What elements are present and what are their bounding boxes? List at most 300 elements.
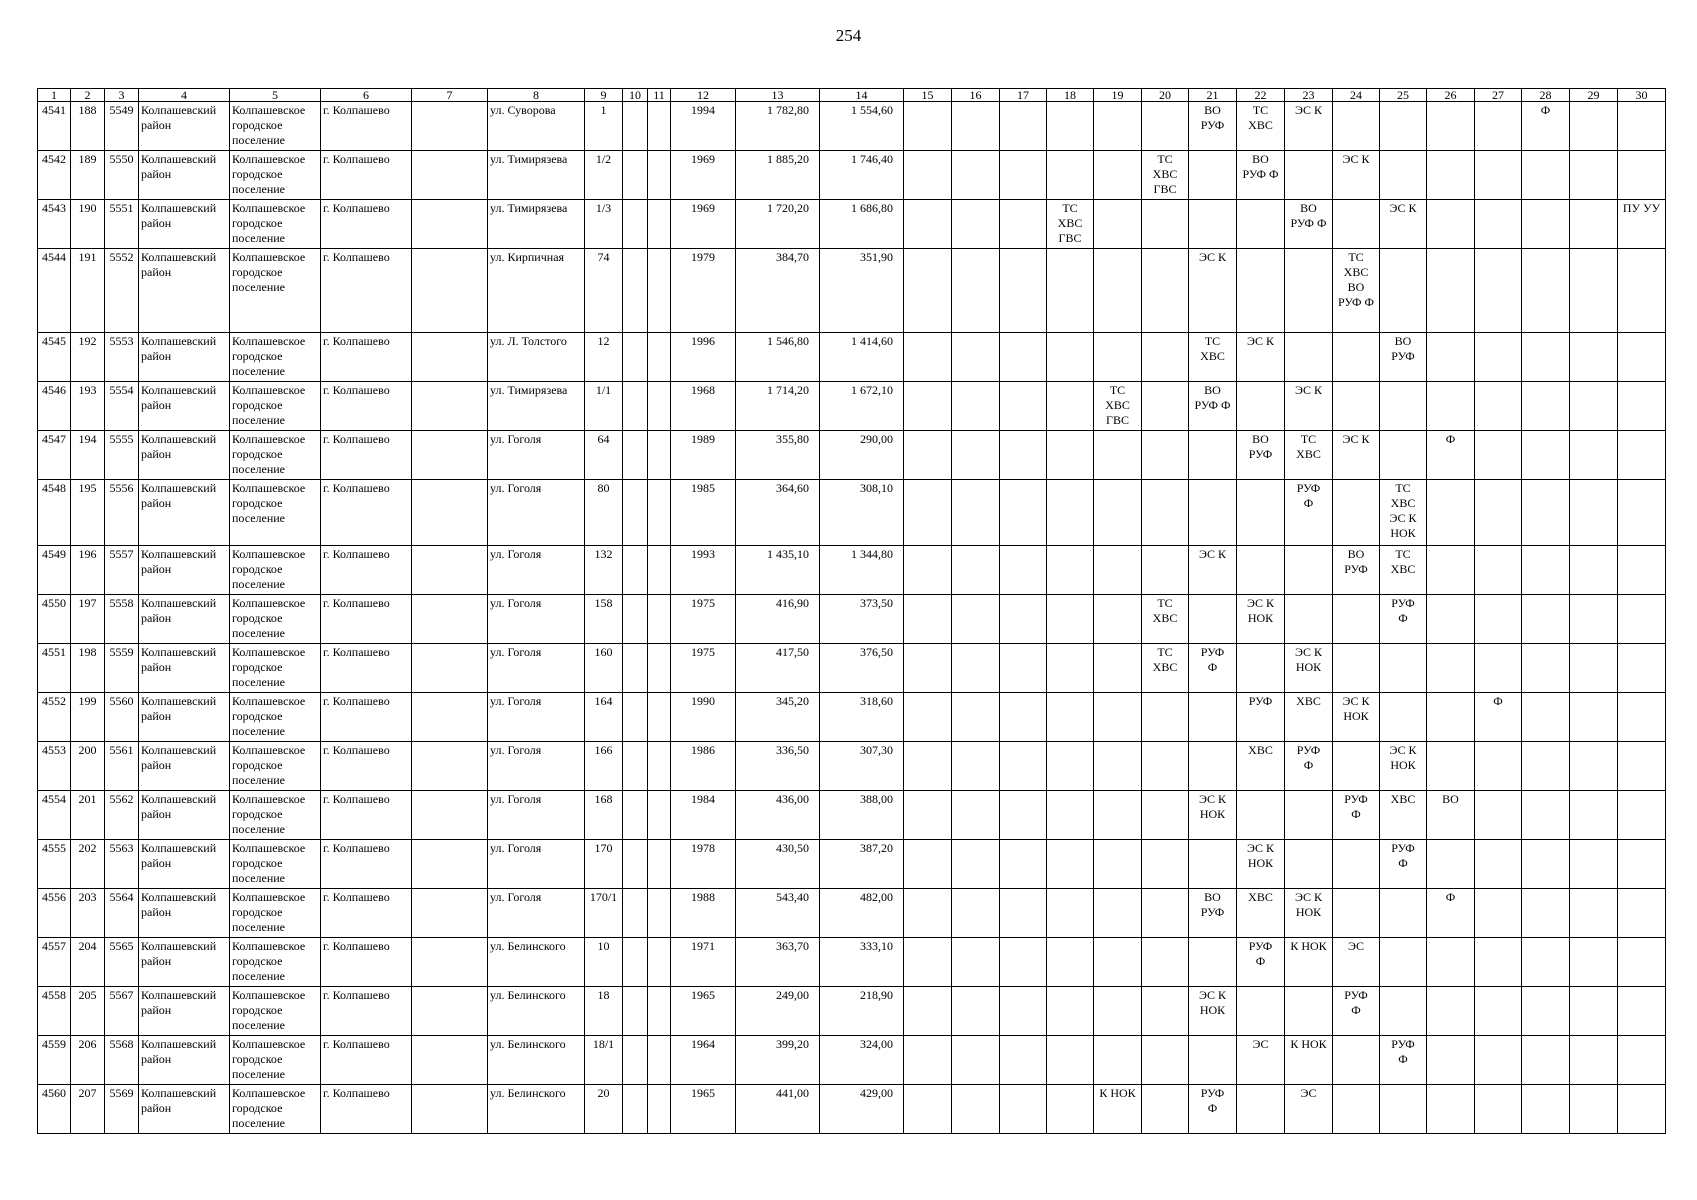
cell-col-21	[1189, 938, 1237, 987]
cell-col-9: 158	[585, 595, 623, 644]
cell-col-17	[1000, 742, 1047, 791]
cell-col-2: 188	[71, 102, 105, 151]
cell-col-20	[1142, 1036, 1189, 1085]
cell-col-28	[1522, 1085, 1570, 1134]
cell-col-9: 1/3	[585, 200, 623, 249]
cell-col-17	[1000, 249, 1047, 333]
cell-col-10	[623, 382, 648, 431]
cell-col-21: ВО РУФ	[1189, 102, 1237, 151]
cell-col-5: Колпашевское городское поселение	[230, 200, 321, 249]
cell-col-21	[1189, 1036, 1237, 1085]
cell-col-20: ТС ХВС	[1142, 595, 1189, 644]
cell-col-2: 203	[71, 889, 105, 938]
cell-col-26: ВО	[1427, 791, 1475, 840]
cell-col-24	[1333, 102, 1380, 151]
cell-col-11	[648, 1085, 671, 1134]
cell-col-17	[1000, 480, 1047, 546]
cell-col-20	[1142, 431, 1189, 480]
cell-col-27	[1475, 840, 1522, 889]
cell-col-9: 170/1	[585, 889, 623, 938]
cell-col-10	[623, 791, 648, 840]
cell-col-6: г. Колпашево	[321, 249, 412, 333]
cell-col-7	[412, 333, 488, 382]
cell-col-14: 333,10	[820, 938, 904, 987]
cell-col-30	[1618, 382, 1666, 431]
cell-col-21: ЭС К	[1189, 249, 1237, 333]
cell-col-12: 1985	[671, 480, 736, 546]
cell-col-14: 1 414,60	[820, 333, 904, 382]
cell-col-14: 318,60	[820, 693, 904, 742]
cell-col-21: РУФ Ф	[1189, 644, 1237, 693]
cell-col-6: г. Колпашево	[321, 200, 412, 249]
cell-col-14: 307,30	[820, 742, 904, 791]
cell-col-22: ЭС К	[1237, 333, 1285, 382]
cell-col-29	[1570, 840, 1618, 889]
table-row	[38, 840, 1666, 889]
cell-col-26	[1427, 987, 1475, 1036]
cell-col-17	[1000, 644, 1047, 693]
cell-col-5: Колпашевское городское поселение	[230, 431, 321, 480]
cell-col-25: ВО РУФ	[1380, 333, 1427, 382]
column-header-20: 20	[1142, 89, 1189, 102]
cell-col-30	[1618, 987, 1666, 1036]
cell-col-17	[1000, 102, 1047, 151]
cell-col-30	[1618, 151, 1666, 200]
cell-col-16	[952, 200, 1000, 249]
cell-col-13: 336,50	[736, 742, 820, 791]
cell-col-20	[1142, 791, 1189, 840]
cell-col-1: 4548	[38, 480, 71, 546]
cell-col-10	[623, 480, 648, 546]
cell-col-23	[1285, 333, 1333, 382]
cell-col-28	[1522, 546, 1570, 595]
cell-col-12: 1968	[671, 382, 736, 431]
cell-col-16	[952, 102, 1000, 151]
cell-col-3: 5554	[105, 382, 139, 431]
cell-col-4: Колпашевский район	[139, 431, 230, 480]
cell-col-30	[1618, 938, 1666, 987]
cell-col-25: ТС ХВС ЭС К НОК	[1380, 480, 1427, 546]
cell-col-23: ЭС К	[1285, 102, 1333, 151]
cell-col-12: 1984	[671, 791, 736, 840]
cell-col-7	[412, 102, 488, 151]
cell-col-13: 1 782,80	[736, 102, 820, 151]
cell-col-30: ПУ УУ	[1618, 200, 1666, 249]
cell-col-22	[1237, 200, 1285, 249]
cell-col-29	[1570, 644, 1618, 693]
cell-col-7	[412, 595, 488, 644]
cell-col-16	[952, 742, 1000, 791]
cell-col-25	[1380, 693, 1427, 742]
cell-col-10	[623, 333, 648, 382]
cell-col-3: 5564	[105, 889, 139, 938]
cell-col-22: ЭС	[1237, 1036, 1285, 1085]
cell-col-13: 1 714,20	[736, 382, 820, 431]
cell-col-2: 194	[71, 431, 105, 480]
column-header-27: 27	[1475, 89, 1522, 102]
cell-col-24	[1333, 1036, 1380, 1085]
cell-col-3: 5552	[105, 249, 139, 333]
cell-col-15	[904, 693, 952, 742]
cell-col-19	[1094, 938, 1142, 987]
cell-col-27	[1475, 333, 1522, 382]
cell-col-1: 4560	[38, 1085, 71, 1134]
cell-col-19	[1094, 644, 1142, 693]
column-header-30: 30	[1618, 89, 1666, 102]
cell-col-26	[1427, 102, 1475, 151]
cell-col-18	[1047, 1036, 1094, 1085]
cell-col-5: Колпашевское городское поселение	[230, 889, 321, 938]
cell-col-11	[648, 595, 671, 644]
cell-col-2: 190	[71, 200, 105, 249]
cell-col-11	[648, 333, 671, 382]
cell-col-18	[1047, 249, 1094, 333]
cell-col-2: 199	[71, 693, 105, 742]
cell-col-20	[1142, 480, 1189, 546]
table-row	[38, 546, 1666, 595]
cell-col-22	[1237, 249, 1285, 333]
cell-col-20	[1142, 102, 1189, 151]
cell-col-12: 1969	[671, 200, 736, 249]
cell-col-17	[1000, 791, 1047, 840]
cell-col-15	[904, 333, 952, 382]
cell-col-5: Колпашевское городское поселение	[230, 382, 321, 431]
cell-col-3: 5559	[105, 644, 139, 693]
cell-col-14: 1 686,80	[820, 200, 904, 249]
cell-col-4: Колпашевский район	[139, 742, 230, 791]
cell-col-28	[1522, 151, 1570, 200]
cell-col-17	[1000, 693, 1047, 742]
cell-col-24: ЭС К НОК	[1333, 693, 1380, 742]
cell-col-28	[1522, 791, 1570, 840]
column-number-row	[38, 89, 1666, 102]
column-header-22: 22	[1237, 89, 1285, 102]
cell-col-18	[1047, 987, 1094, 1036]
cell-col-24	[1333, 382, 1380, 431]
cell-col-28	[1522, 480, 1570, 546]
cell-col-8: ул. Гоголя	[488, 480, 585, 546]
cell-col-5: Колпашевское городское поселение	[230, 333, 321, 382]
cell-col-28	[1522, 200, 1570, 249]
cell-col-16	[952, 1085, 1000, 1134]
cell-col-7	[412, 431, 488, 480]
cell-col-25: ЭС К	[1380, 200, 1427, 249]
cell-col-23: РУФ Ф	[1285, 742, 1333, 791]
cell-col-5: Колпашевское городское поселение	[230, 987, 321, 1036]
cell-col-6: г. Колпашево	[321, 595, 412, 644]
cell-col-24: ЭС К	[1333, 151, 1380, 200]
cell-col-12: 1964	[671, 1036, 736, 1085]
cell-col-28	[1522, 987, 1570, 1036]
cell-col-26	[1427, 938, 1475, 987]
cell-col-9: 132	[585, 546, 623, 595]
cell-col-28	[1522, 382, 1570, 431]
cell-col-6: г. Колпашево	[321, 938, 412, 987]
cell-col-8: ул. Тимирязева	[488, 382, 585, 431]
cell-col-19: К НОК	[1094, 1085, 1142, 1134]
cell-col-13: 416,90	[736, 595, 820, 644]
cell-col-24	[1333, 200, 1380, 249]
cell-col-11	[648, 431, 671, 480]
cell-col-11	[648, 742, 671, 791]
cell-col-20	[1142, 938, 1189, 987]
cell-col-5: Колпашевское городское поселение	[230, 1085, 321, 1134]
cell-col-27	[1475, 791, 1522, 840]
cell-col-6: г. Колпашево	[321, 889, 412, 938]
cell-col-25	[1380, 151, 1427, 200]
table-row	[38, 382, 1666, 431]
cell-col-25: РУФ Ф	[1380, 595, 1427, 644]
cell-col-3: 5567	[105, 987, 139, 1036]
cell-col-25	[1380, 249, 1427, 333]
cell-col-4: Колпашевский район	[139, 889, 230, 938]
cell-col-4: Колпашевский район	[139, 938, 230, 987]
cell-col-7	[412, 200, 488, 249]
cell-col-18	[1047, 546, 1094, 595]
cell-col-1: 4543	[38, 200, 71, 249]
cell-col-29	[1570, 791, 1618, 840]
cell-col-24	[1333, 1085, 1380, 1134]
cell-col-22: ВО РУФ	[1237, 431, 1285, 480]
cell-col-24	[1333, 742, 1380, 791]
table-row	[38, 742, 1666, 791]
cell-col-23	[1285, 840, 1333, 889]
cell-col-26	[1427, 1036, 1475, 1085]
cell-col-10	[623, 546, 648, 595]
cell-col-8: ул. Тимирязева	[488, 151, 585, 200]
cell-col-29	[1570, 693, 1618, 742]
cell-col-9: 1/2	[585, 151, 623, 200]
cell-col-5: Колпашевское городское поселение	[230, 595, 321, 644]
cell-col-19	[1094, 987, 1142, 1036]
cell-col-8: ул. Гоголя	[488, 791, 585, 840]
cell-col-13: 384,70	[736, 249, 820, 333]
cell-col-16	[952, 382, 1000, 431]
cell-col-14: 1 672,10	[820, 382, 904, 431]
cell-col-29	[1570, 987, 1618, 1036]
cell-col-3: 5550	[105, 151, 139, 200]
cell-col-19	[1094, 840, 1142, 889]
cell-col-11	[648, 1036, 671, 1085]
cell-col-8: ул. Кирпичная	[488, 249, 585, 333]
cell-col-7	[412, 1036, 488, 1085]
cell-col-12: 1988	[671, 889, 736, 938]
cell-col-22: ЭС К НОК	[1237, 595, 1285, 644]
cell-col-7	[412, 791, 488, 840]
cell-col-7	[412, 644, 488, 693]
cell-col-19	[1094, 480, 1142, 546]
cell-col-23: ЭС К НОК	[1285, 889, 1333, 938]
cell-col-24	[1333, 480, 1380, 546]
cell-col-4: Колпашевский район	[139, 102, 230, 151]
cell-col-17	[1000, 200, 1047, 249]
cell-col-7	[412, 382, 488, 431]
cell-col-5: Колпашевское городское поселение	[230, 791, 321, 840]
cell-col-13: 1 885,20	[736, 151, 820, 200]
cell-col-25	[1380, 987, 1427, 1036]
cell-col-25	[1380, 644, 1427, 693]
cell-col-21	[1189, 840, 1237, 889]
cell-col-9: 164	[585, 693, 623, 742]
cell-col-10	[623, 644, 648, 693]
cell-col-19	[1094, 200, 1142, 249]
cell-col-16	[952, 840, 1000, 889]
cell-col-17	[1000, 889, 1047, 938]
cell-col-2: 193	[71, 382, 105, 431]
cell-col-29	[1570, 480, 1618, 546]
cell-col-30	[1618, 431, 1666, 480]
cell-col-12: 1993	[671, 546, 736, 595]
cell-col-17	[1000, 595, 1047, 644]
cell-col-9: 166	[585, 742, 623, 791]
cell-col-2: 189	[71, 151, 105, 200]
cell-col-11	[648, 889, 671, 938]
cell-col-23	[1285, 791, 1333, 840]
cell-col-29	[1570, 742, 1618, 791]
cell-col-18	[1047, 889, 1094, 938]
cell-col-30	[1618, 889, 1666, 938]
cell-col-18	[1047, 1085, 1094, 1134]
column-header-26: 26	[1427, 89, 1475, 102]
cell-col-19	[1094, 889, 1142, 938]
cell-col-8: ул. Гоголя	[488, 742, 585, 791]
cell-col-13: 1 435,10	[736, 546, 820, 595]
cell-col-25: ХВС	[1380, 791, 1427, 840]
cell-col-11	[648, 249, 671, 333]
cell-col-27	[1475, 644, 1522, 693]
column-header-14: 14	[820, 89, 904, 102]
cell-col-29	[1570, 151, 1618, 200]
cell-col-9: 64	[585, 431, 623, 480]
cell-col-1: 4555	[38, 840, 71, 889]
cell-col-4: Колпашевский район	[139, 546, 230, 595]
cell-col-3: 5558	[105, 595, 139, 644]
cell-col-12: 1975	[671, 595, 736, 644]
cell-col-30	[1618, 1085, 1666, 1134]
cell-col-7	[412, 889, 488, 938]
cell-col-1: 4554	[38, 791, 71, 840]
cell-col-3: 5556	[105, 480, 139, 546]
cell-col-23: РУФ Ф	[1285, 480, 1333, 546]
cell-col-28	[1522, 693, 1570, 742]
cell-col-15	[904, 742, 952, 791]
table-row	[38, 791, 1666, 840]
column-header-3: 3	[105, 89, 139, 102]
cell-col-10	[623, 1085, 648, 1134]
cell-col-23	[1285, 151, 1333, 200]
column-header-2: 2	[71, 89, 105, 102]
cell-col-8: ул. Гоголя	[488, 840, 585, 889]
cell-col-22	[1237, 987, 1285, 1036]
cell-col-17	[1000, 1036, 1047, 1085]
cell-col-12: 1975	[671, 644, 736, 693]
cell-col-19	[1094, 791, 1142, 840]
cell-col-15	[904, 102, 952, 151]
cell-col-1: 4547	[38, 431, 71, 480]
cell-col-21: ТС ХВС	[1189, 333, 1237, 382]
cell-col-13: 249,00	[736, 987, 820, 1036]
cell-col-18	[1047, 151, 1094, 200]
cell-col-29	[1570, 431, 1618, 480]
cell-col-1: 4546	[38, 382, 71, 431]
cell-col-16	[952, 431, 1000, 480]
cell-col-28	[1522, 431, 1570, 480]
cell-col-6: г. Колпашево	[321, 382, 412, 431]
cell-col-2: 195	[71, 480, 105, 546]
cell-col-14: 1 554,60	[820, 102, 904, 151]
cell-col-30	[1618, 1036, 1666, 1085]
cell-col-2: 206	[71, 1036, 105, 1085]
cell-col-5: Колпашевское городское поселение	[230, 840, 321, 889]
cell-col-29	[1570, 889, 1618, 938]
cell-col-21	[1189, 595, 1237, 644]
cell-col-3: 5563	[105, 840, 139, 889]
cell-col-27	[1475, 382, 1522, 431]
cell-col-23: ТС ХВС	[1285, 431, 1333, 480]
cell-col-29	[1570, 1085, 1618, 1134]
table-row	[38, 644, 1666, 693]
cell-col-30	[1618, 693, 1666, 742]
cell-col-19	[1094, 102, 1142, 151]
cell-col-21: ЭС К НОК	[1189, 987, 1237, 1036]
table-row	[38, 333, 1666, 382]
cell-col-27	[1475, 200, 1522, 249]
cell-col-15	[904, 382, 952, 431]
cell-col-17	[1000, 151, 1047, 200]
cell-col-14: 482,00	[820, 889, 904, 938]
cell-col-25	[1380, 938, 1427, 987]
cell-col-30	[1618, 840, 1666, 889]
column-header-16: 16	[952, 89, 1000, 102]
register-table	[37, 88, 1666, 1134]
cell-col-10	[623, 595, 648, 644]
cell-col-20	[1142, 200, 1189, 249]
column-header-17: 17	[1000, 89, 1047, 102]
cell-col-16	[952, 546, 1000, 595]
cell-col-21	[1189, 431, 1237, 480]
cell-col-18	[1047, 382, 1094, 431]
cell-col-6: г. Колпашево	[321, 546, 412, 595]
cell-col-24: РУФ Ф	[1333, 987, 1380, 1036]
cell-col-23: ЭС	[1285, 1085, 1333, 1134]
cell-col-10	[623, 938, 648, 987]
table-row	[38, 249, 1666, 333]
cell-col-4: Колпашевский район	[139, 151, 230, 200]
cell-col-28	[1522, 840, 1570, 889]
cell-col-16	[952, 595, 1000, 644]
cell-col-12: 1994	[671, 102, 736, 151]
cell-col-21	[1189, 480, 1237, 546]
cell-col-17	[1000, 840, 1047, 889]
cell-col-25: РУФ Ф	[1380, 840, 1427, 889]
cell-col-13: 430,50	[736, 840, 820, 889]
cell-col-22	[1237, 791, 1285, 840]
cell-col-15	[904, 200, 952, 249]
cell-col-1: 4553	[38, 742, 71, 791]
cell-col-2: 205	[71, 987, 105, 1036]
cell-col-26	[1427, 249, 1475, 333]
cell-col-15	[904, 938, 952, 987]
cell-col-9: 80	[585, 480, 623, 546]
cell-col-27	[1475, 987, 1522, 1036]
cell-col-23: ЭС К	[1285, 382, 1333, 431]
cell-col-24: ВО РУФ	[1333, 546, 1380, 595]
cell-col-4: Колпашевский район	[139, 1036, 230, 1085]
cell-col-17	[1000, 546, 1047, 595]
cell-col-17	[1000, 431, 1047, 480]
column-header-10: 10	[623, 89, 648, 102]
cell-col-21: ВО РУФ	[1189, 889, 1237, 938]
